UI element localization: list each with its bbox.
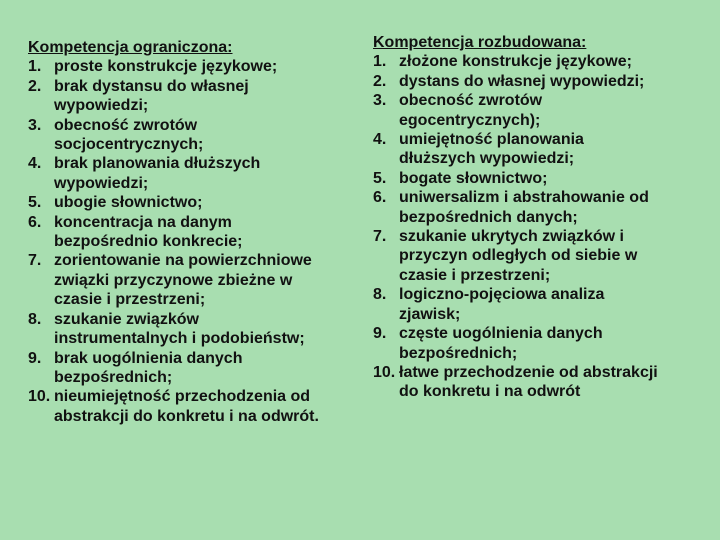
list-item [373,91,718,130]
list-item [373,324,718,363]
item-text: proste konstrukcje językowe; [54,58,278,76]
item-text: uniwersalizm i abstrahowanie od bezpośrednich danych; [399,189,649,226]
item-text: brak planowania dłuższych wypowiedzi; [54,155,261,192]
item-text: częste uogólnienia danych bezpośrednich; [399,325,603,362]
list-item [28,251,358,309]
item-text: łatwe przechodzenie od abstrakcji do konkretu i na odwrót [399,363,658,401]
list-item [28,387,358,426]
list-item [373,363,718,402]
item-number: 3. [373,92,387,110]
list-item [373,285,718,324]
item-text: nieumiejętność przechodzenia od abstrakcji do konkretu i na odwrót. [54,388,319,425]
right-column-title: Kompetencja rozbudowana: [373,34,587,51]
item-number: 7. [28,252,42,270]
item-number: 8. [373,286,387,304]
list-item [28,57,358,76]
list-item [373,52,718,71]
item-text: zorientowanie na powierzchniowe związki przyczynowe zbieżne w czasie i przestrzeni; [54,252,312,309]
item-number: 4. [373,131,387,149]
item-number: 7. [373,228,387,246]
left-column [28,38,358,426]
list-item [373,188,718,227]
left-list [28,57,358,426]
item-text: złożone konstrukcje językowe; [399,53,632,71]
item-text: brak uogólnienia danych bezpośrednich; [54,349,243,386]
list-item [28,349,358,388]
list-item [28,193,358,212]
left-column-title: Kompetencja ograniczona: [28,39,233,56]
item-text: szukanie ukrytych związków i przyczyn odległych od siebie w czasie i przestrzeni; [399,228,638,284]
item-number: 9. [373,325,387,343]
item-number: 8. [28,310,42,328]
item-text: obecność zwrotów egocentrycznych); [399,92,543,129]
item-number: 2. [373,72,387,90]
item-text: szukanie związków instrumentalnych i podobieństw; [54,310,305,348]
item-number: 1. [28,58,42,76]
item-number: 5. [28,194,42,212]
list-item [373,72,718,91]
list-item [28,310,358,349]
item-number: 3. [28,116,42,134]
right-list [373,52,718,401]
item-text: umiejętność planowania dłuższych wypowiedzi; [399,131,584,168]
item-number: 4. [28,155,42,173]
item-text: koncentracja na danym bezpośrednio konkrecie; [54,213,243,251]
item-text: bogate słownictwo; [399,169,548,187]
list-item [28,154,358,193]
list-item [373,227,718,285]
item-text: ubogie słownictwo; [54,194,203,212]
right-column [373,33,718,402]
list-item [373,169,718,188]
list-item [373,130,718,169]
item-number: 6. [373,189,387,207]
item-number: 1. [373,53,387,71]
item-number: 10. [373,363,396,381]
item-text: brak dystansu do własnej wypowiedzi; [54,77,249,115]
list-item [28,116,358,155]
item-number: 6. [28,213,42,231]
item-number: 10. [28,388,51,406]
item-number: 9. [28,349,42,367]
item-text: obecność zwrotów socjocentrycznych; [54,116,204,154]
item-text: logiczno-pojęciowa analiza zjawisk; [399,286,605,323]
item-text: dystans do własnej wypowiedzi; [399,72,645,90]
list-item [28,77,358,116]
item-number: 2. [28,77,42,95]
item-number: 5. [373,169,387,187]
list-item [28,213,358,252]
